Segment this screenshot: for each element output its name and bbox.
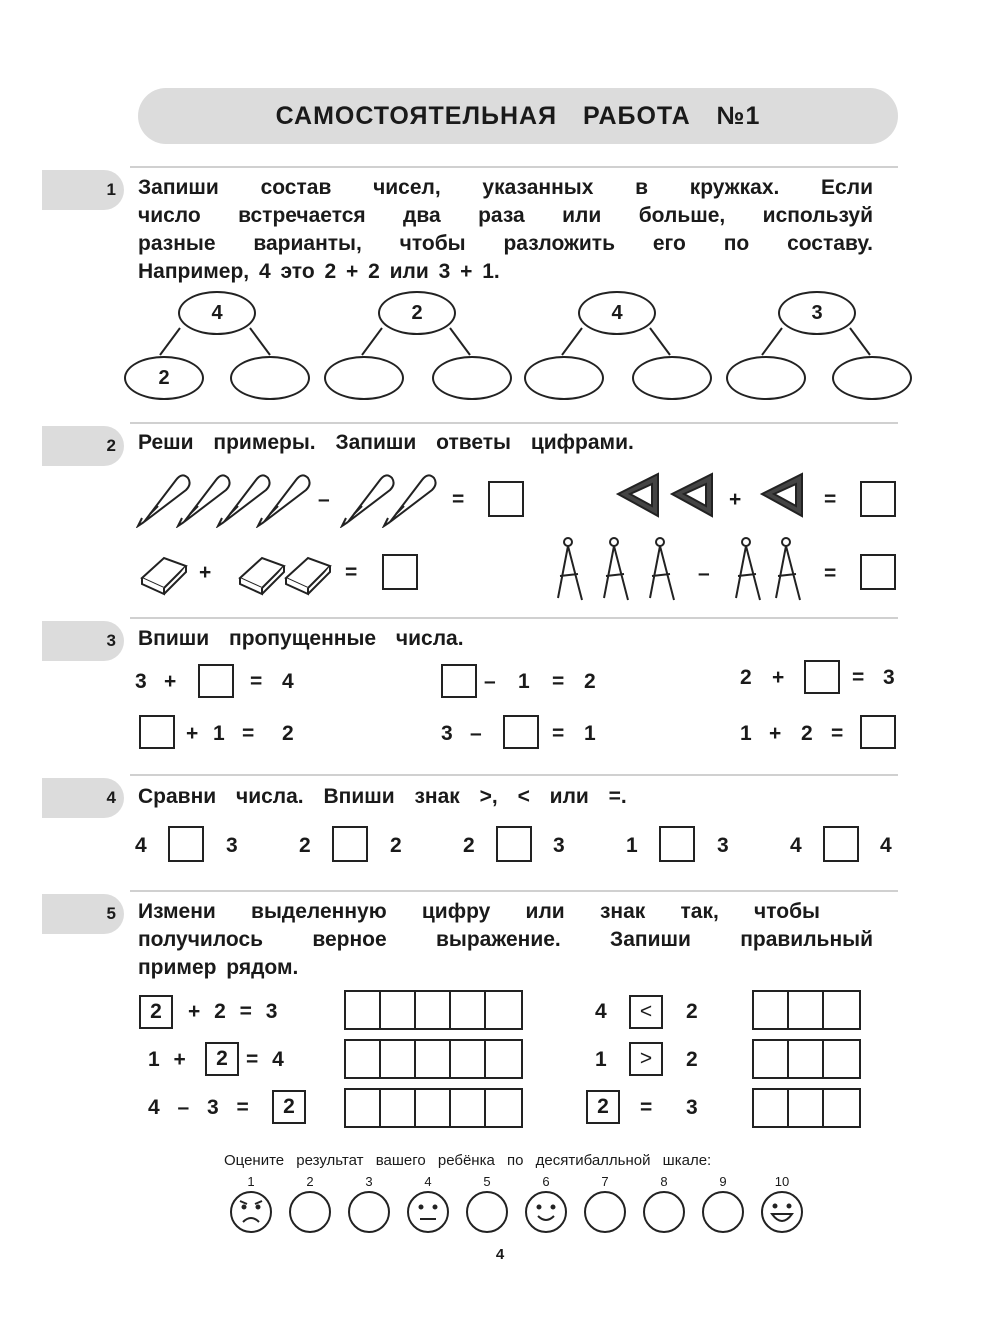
- compass-icon: [558, 538, 582, 600]
- num: 3: [135, 670, 147, 693]
- compass-icon: [776, 538, 800, 600]
- smile-face-icon: [526, 1192, 566, 1232]
- answer-grid[interactable]: [752, 990, 861, 1030]
- eraser-icon: [240, 558, 284, 594]
- rating-number: 1: [247, 1174, 255, 1189]
- op: –: [470, 722, 482, 745]
- num: 2: [584, 670, 596, 693]
- brushes-group: [136, 470, 456, 528]
- compare-right: 3: [553, 834, 565, 857]
- eraser-icon: [286, 558, 330, 594]
- expression-rest: = 4: [246, 1048, 284, 1071]
- num: 2: [282, 722, 294, 745]
- compare-right: 3: [717, 834, 729, 857]
- tree-left-circle[interactable]: [324, 356, 404, 400]
- highlighted-digit: 2: [139, 995, 173, 1029]
- rating-number: 4: [424, 1174, 432, 1189]
- happy-face-icon: [762, 1192, 802, 1232]
- compare-left: 4: [135, 834, 147, 857]
- task5-line-2: получилось верное выражение. Запиши правильный: [138, 928, 873, 951]
- task4-instruction: Сравни числа. Впиши знак >, < или =.: [138, 785, 627, 808]
- answer-box[interactable]: [860, 481, 896, 517]
- plus-sign: +: [729, 488, 742, 511]
- op: =: [831, 722, 844, 745]
- triangle-ruler-icon: [762, 474, 802, 516]
- compare-sign-box[interactable]: [823, 826, 859, 862]
- expr-num: 4: [595, 1000, 607, 1023]
- compare-left: 4: [790, 834, 802, 857]
- divider: [130, 166, 898, 168]
- missing-number-box[interactable]: [139, 715, 175, 749]
- rating-circle: [290, 1192, 330, 1232]
- compass-icon: [650, 538, 674, 600]
- task1-line-4: Например, 4 это 2 + 2 или 3 + 1.: [138, 260, 500, 283]
- answer-grid[interactable]: [344, 1039, 523, 1079]
- task-number: 2: [106, 436, 116, 455]
- rating-circle: [644, 1192, 684, 1232]
- compass-icon: [736, 538, 760, 600]
- task-number-tab: [42, 621, 124, 661]
- tree-top-circle: 4: [578, 291, 656, 335]
- task1-line-3: разные варианты, чтобы разложить его по составу.: [138, 232, 873, 255]
- missing-number-box[interactable]: [441, 664, 477, 698]
- tree-right-circle[interactable]: [832, 356, 912, 400]
- divider: [130, 774, 898, 776]
- num: 2: [740, 666, 752, 689]
- page-title: САМОСТОЯТЕЛЬНАЯ РАБОТА №1: [275, 101, 761, 130]
- rating-circle: [703, 1192, 743, 1232]
- expr-num: 3: [686, 1096, 698, 1119]
- op: +: [186, 722, 199, 745]
- task-number: 3: [106, 631, 116, 650]
- rating-number: 8: [660, 1174, 668, 1189]
- op: =: [852, 666, 865, 689]
- task-number-tab: [42, 170, 124, 210]
- num: 1: [213, 722, 225, 745]
- plus-sign: +: [199, 561, 212, 584]
- expr-op: =: [640, 1096, 653, 1119]
- expr-num: 1: [595, 1048, 607, 1071]
- missing-number-box[interactable]: [503, 715, 539, 749]
- compare-left: 2: [299, 834, 311, 857]
- neutral-face-icon: [408, 1192, 448, 1232]
- expression-start: 4 – 3 =: [148, 1096, 249, 1119]
- task-number: 4: [106, 788, 116, 807]
- rating-number: 7: [601, 1174, 609, 1189]
- missing-number-box[interactable]: [198, 664, 234, 698]
- task5-line-1: Измени выделенную цифру или знак так, чтобы: [138, 900, 820, 923]
- tree-top-circle: 3: [778, 291, 856, 335]
- tree-right-circle[interactable]: [230, 356, 310, 400]
- answer-box[interactable]: [382, 554, 418, 590]
- expr-num: 2: [686, 1048, 698, 1071]
- task-number-tab: [42, 426, 124, 466]
- compare-left: 2: [463, 834, 475, 857]
- highlighted-digit: 2: [205, 1042, 239, 1076]
- num: 1: [740, 722, 752, 745]
- task1-line-1: Запиши состав чисел, указанных в кружках. Если: [138, 176, 873, 199]
- brush-icon: [384, 475, 436, 526]
- rating-label: Оцените результат вашего ребёнка по десятибалльной шкале:: [224, 1152, 712, 1169]
- num: 3: [883, 666, 895, 689]
- eraser-icon: [142, 558, 186, 594]
- answer-grid[interactable]: [344, 990, 523, 1030]
- triangle-rulers-group: [614, 472, 814, 524]
- equals-sign: =: [452, 488, 465, 511]
- tree-right-circle[interactable]: [632, 356, 712, 400]
- missing-number-box[interactable]: [804, 660, 840, 694]
- task-number: 1: [106, 180, 116, 199]
- num: 3: [441, 722, 453, 745]
- task2-instruction: Реши примеры. Запиши ответы цифрами.: [138, 431, 634, 454]
- op: =: [552, 722, 565, 745]
- minus-sign: –: [698, 562, 710, 585]
- compass-icon: [604, 538, 628, 600]
- rating-circle: [349, 1192, 389, 1232]
- rating-circle: [585, 1192, 625, 1232]
- answer-grid[interactable]: [752, 1088, 861, 1128]
- num: 4: [282, 670, 294, 693]
- tree-top-circle: 4: [178, 291, 256, 335]
- compare-left: 1: [626, 834, 638, 857]
- compare-right: 2: [390, 834, 402, 857]
- task5-line-3: пример рядом.: [138, 956, 299, 979]
- op: –: [484, 670, 496, 693]
- task1-line-2: число встречается два раза или больше, используй: [138, 204, 873, 227]
- rating-number: 9: [719, 1174, 727, 1189]
- num: 2: [801, 722, 813, 745]
- rating-number: 10: [774, 1174, 790, 1189]
- op: =: [552, 670, 565, 693]
- answer-box[interactable]: [488, 481, 524, 517]
- rating-number: 2: [306, 1174, 314, 1189]
- erasers-group: [138, 552, 338, 596]
- missing-number-box[interactable]: [860, 715, 896, 749]
- tree-left-circle[interactable]: [524, 356, 604, 400]
- highlighted-sign: <: [629, 995, 663, 1029]
- op: +: [769, 722, 782, 745]
- task3-instruction: Впиши пропущенные числа.: [138, 627, 464, 650]
- rating-number: 5: [483, 1174, 491, 1189]
- tree-left-circle[interactable]: [726, 356, 806, 400]
- op: +: [772, 666, 785, 689]
- compare-sign-box[interactable]: [496, 826, 532, 862]
- expression-rest: + 2 = 3: [188, 1000, 278, 1023]
- compare-right: 3: [226, 834, 238, 857]
- minus-sign: –: [318, 488, 330, 511]
- equals-sign: =: [824, 562, 837, 585]
- page-number: 4: [495, 1246, 505, 1263]
- tree-right-circle[interactable]: [432, 356, 512, 400]
- compare-right: 4: [880, 834, 892, 857]
- num: 1: [584, 722, 596, 745]
- rating-number: 6: [542, 1174, 550, 1189]
- tree-left-circle[interactable]: 2: [124, 356, 204, 400]
- compare-sign-box[interactable]: [168, 826, 204, 862]
- divider: [130, 422, 898, 424]
- op: =: [250, 670, 263, 693]
- task-number: 5: [106, 904, 116, 923]
- sad-face-icon: [231, 1192, 271, 1232]
- task-number-tab: [42, 894, 124, 934]
- triangle-ruler-icon: [672, 474, 712, 516]
- highlighted-digit: 2: [586, 1090, 620, 1124]
- equals-sign: =: [824, 488, 837, 511]
- highlighted-sign: >: [629, 1042, 663, 1076]
- rating-circles: [226, 1190, 816, 1238]
- equals-sign: =: [345, 561, 358, 584]
- rating-number: 3: [365, 1174, 373, 1189]
- triangle-ruler-icon: [618, 474, 658, 516]
- page-title-bar: [138, 88, 898, 144]
- highlighted-digit: 2: [272, 1090, 306, 1124]
- brush-icon: [342, 475, 394, 526]
- op: =: [242, 722, 255, 745]
- divider: [130, 617, 898, 619]
- expr-num: 2: [686, 1000, 698, 1023]
- brush-icon: [258, 475, 310, 526]
- answer-grid[interactable]: [752, 1039, 861, 1079]
- op: +: [164, 670, 177, 693]
- compasses-group: [554, 536, 804, 608]
- tree-top-circle: 2: [378, 291, 456, 335]
- compare-sign-box[interactable]: [332, 826, 368, 862]
- answer-grid[interactable]: [344, 1088, 523, 1128]
- num: 1: [518, 670, 530, 693]
- divider: [130, 890, 898, 892]
- compare-sign-box[interactable]: [659, 826, 695, 862]
- expression-start: 1 +: [148, 1048, 186, 1071]
- answer-box[interactable]: [860, 554, 896, 590]
- rating-circle: [467, 1192, 507, 1232]
- task-number-tab: [42, 778, 124, 818]
